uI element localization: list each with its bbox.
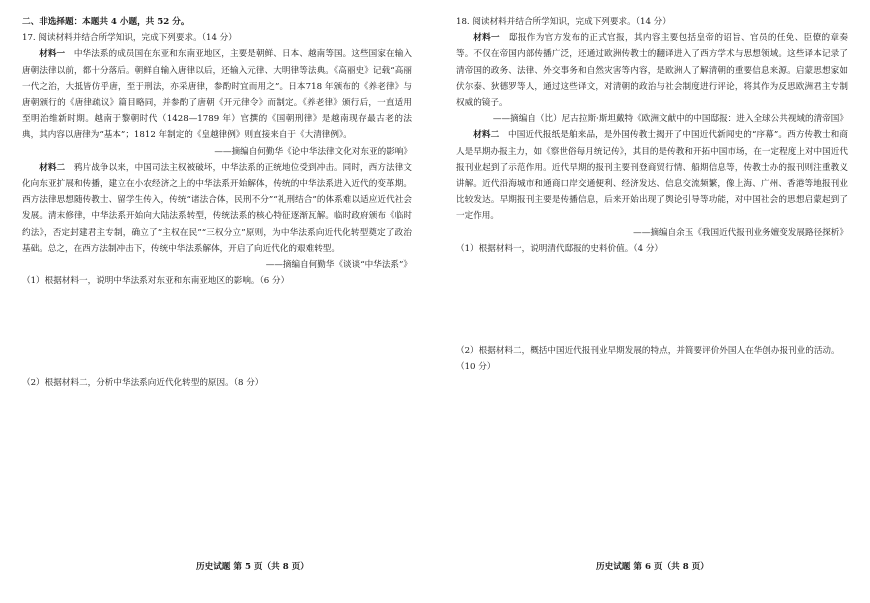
answer-space [456,257,848,343]
q17-material-2-text: 鸦片战争以来，中国司法主权被破坏，中华法系的正统地位受到冲击。同时，西方法律文化向东亚扩展和传播，建立在小农经济之上的中华法系开始解体，传统的中华法系进入近代的变革期。西方法律思想随传教士、留学生传入，传统“诸法合体，民刑不分”“礼刑结合”的体系难以适应近代社会发展。清末修律，中华法系开始向大陆法系转型，传统法系的核心特征逐渐瓦解。临时政府颁布《临时约法》，否定封建君主专制，确立了“主权在民”“三权分立”原则，为中华法系向近代化转型奠定了政治基础。总之，在西方法制冲击下，传统中华法系解体，开启了向近代化的艰难转型。 [22,162,412,254]
q17-subquestion-2: （2）根据材料二，分析中华法系向近代化转型的原因。（8 分） [22,378,264,389]
q18-subquestion-2: （2）根据材料二，概括中国近代报刊业早期发展的特点，并简要评价外国人在华创办报刊业的活动。（10 分） [456,346,840,373]
q18-subquestion-1: （1）根据材料一，说明清代邸报的史料价值。（4 分） [456,243,664,254]
page-footer-right: 历史试题 第 6 页（共 8 页） [596,562,709,572]
q17-material-2 [22,160,412,257]
q18-material-2-source: ——摘编自余玉《我国近代报刊业务嬗变发展路径探析》 [633,227,848,238]
q18-material-1-label: 材料一 [473,33,500,44]
page-footer-left: 历史试题 第 5 页（共 8 页） [196,562,309,572]
q17-material-2-source: ——摘编自何勤华《谈谈“中华法系”》 [265,260,412,271]
q17-material-1-label: 材料一 [39,49,66,60]
q18-material-1-source: ——摘编自（比）尼古拉斯·斯坦戴特《欧洲文献中的中国邸报：进入全球公共视域的清帝国》 [492,114,848,125]
right-page [456,14,848,375]
q17-material-1 [22,46,412,143]
left-page [22,14,412,392]
question-18-heading: 18. 阅读材料并结合所学知识，完成下列要求。（14 分） [456,17,671,27]
question-17-heading: 17. 阅读材料并结合所学知识，完成下列要求。（14 分） [22,33,237,44]
q17-subquestion-1: （1）根据材料一，说明中华法系对东亚和东南亚地区的影响。（6 分） [22,276,290,287]
q18-material-1 [456,30,848,111]
section-heading: 二、非选择题：本题共 4 小题，共 52 分。 [22,17,190,27]
q17-material-1-text: 中华法系的成员国在东亚和东南亚地区，主要是朝鲜、日本、越南等国。这些国家在输入唐朝法律以前，都十分落后。朝鲜自输入唐律以后，还输入元律、大明律等法典。《高丽史》记载“高丽一代之治，大抵皆仿乎唐，至于刑法，亦采唐律，参酌时宜而用之”。日本718 年颁布的《养老律》与唐朝颁行的《唐律疏议》篇目略同，并参酌了唐朝《开元律令》而制定。《养老律》颁行后，一直适用至明治维新时期。越南于黎朝时代（1428—1789 年）官撰的《国朝刑律》是越南现存最古老的法典，其内容以唐律为“基本”；1812 年制定的《皇越律例》则直接来自于《大清律例》。 [22,49,412,141]
q17-material-1-source: ——摘编自何勤华《论中华法律文化对东亚的影响》 [214,146,412,157]
q18-material-2-text: 中国近代报纸是舶来品，是外国传教士揭开了中国近代新闻史的“序幕”。西方传教士和商人是早期办报主力，如《察世俗每月统记传》，其目的是传教和开拓中国市场，在一定程度上对中国近代报刊业起到了示范作用。近代早期的报刊主要刊登商贸行情、船期信息等，传教士办的报刊则注重教义讲解。近代沿海城市和通商口岸交通便利、经济发达、信息交流频繁，像上海、广州、香港等地报刊业比较发达。早期报刊主要是传播信息，后来开始出现了舆论引导等功能，对中国社会的思想启蒙起到了一定作用。 [456,130,848,222]
q18-material-2 [456,127,848,224]
q18-material-2-label: 材料二 [473,130,500,141]
q17-material-2-label: 材料二 [39,162,66,173]
q18-material-1-text: 邸报作为官方发布的正式官报，其内容主要包括皇帝的诏旨、官员的任免、臣僚的章奏等。不仅在帝国内部传播广泛，还通过欧洲传教士的翻译进入了西方学术与思想领域。这些译本记录了清帝国的政务、法律、外交事务和自然灾害等内容，是欧洲人了解清朝的重要信息来源。启蒙思想家如伏尔泰、狄德罗等人，通过这些译文，对清朝的政治与社会制度进行评论，将其作为反思欧洲君主专制权威的镜子。 [456,33,848,109]
answer-space [22,289,412,375]
